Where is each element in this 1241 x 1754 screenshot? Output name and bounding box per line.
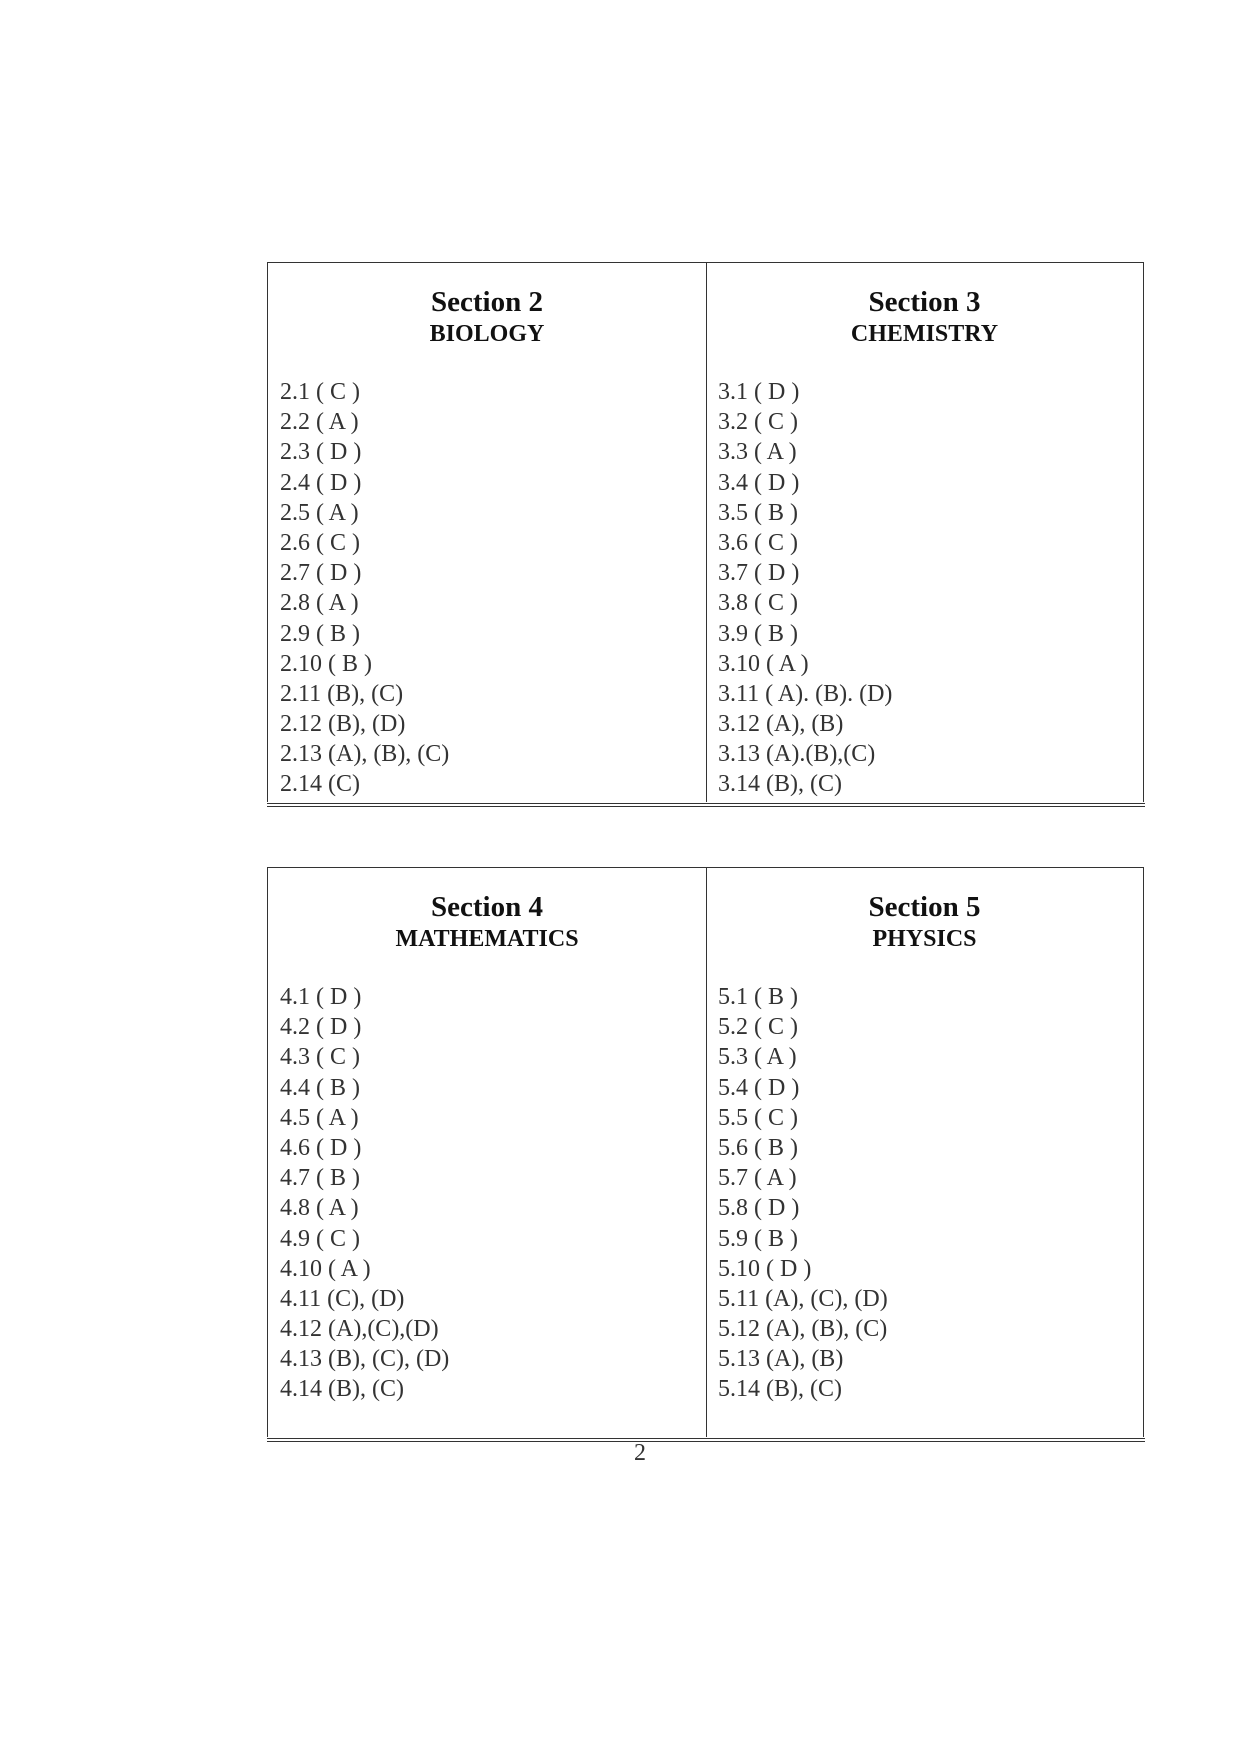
answer-item: 4.4 ( B )	[280, 1074, 360, 1101]
answer-list	[280, 377, 449, 800]
answer-item: 3.11 ( A). (B). (D)	[718, 680, 893, 707]
section-header	[268, 890, 706, 954]
answer-item: 3.5 ( B )	[718, 499, 798, 526]
answer-item: 5.12 (A), (B), (C)	[718, 1316, 888, 1343]
answer-item: 5.4 ( D )	[718, 1074, 800, 1101]
section-subject: PHYSICS	[872, 926, 977, 952]
answer-item: 2.9 ( B )	[280, 620, 360, 647]
answer-list	[718, 982, 888, 1405]
answer-item: 5.8 ( D )	[718, 1195, 800, 1222]
answer-item: 2.1 ( C )	[280, 379, 360, 405]
answer-item: 2.6 ( C )	[280, 529, 360, 556]
answer-item: 2.4 ( D )	[280, 469, 362, 496]
answer-item: 5.7 ( A )	[718, 1165, 797, 1192]
answer-item: 4.13 (B), (C), (D)	[280, 1346, 450, 1373]
answer-item: 2.10 ( B )	[280, 650, 372, 677]
answer-item: 2.7 ( D )	[280, 560, 362, 587]
section-3-column	[706, 263, 1143, 802]
page-number: 2	[634, 1440, 646, 1466]
answer-item: 3.13 (A).(B),(C)	[718, 741, 876, 768]
section-title: Section 3	[868, 286, 981, 318]
answer-item: 4.11 (C), (D)	[280, 1285, 405, 1312]
answer-list	[718, 377, 892, 800]
answer-item: 4.9 ( C )	[280, 1225, 360, 1252]
answer-item: 3.4 ( D )	[718, 469, 800, 496]
answer-item: 3.6 ( C )	[718, 529, 798, 556]
section-title: Section 4	[431, 891, 543, 923]
answer-item: 5.2 ( C )	[718, 1014, 798, 1041]
answer-item: 3.7 ( D )	[718, 560, 800, 587]
answer-item: 2.5 ( A )	[280, 499, 359, 526]
answer-item: 5.13 (A), (B)	[718, 1346, 844, 1373]
answer-item: 4.5 ( A )	[280, 1104, 359, 1131]
section-2-column	[268, 263, 707, 802]
answer-item: 3.14 (B), (C)	[718, 771, 842, 798]
answer-item: 4.7 ( B )	[280, 1165, 360, 1192]
answer-item: 2.3 ( D )	[280, 439, 362, 466]
section-5-column	[706, 868, 1143, 1437]
answer-item: 4.8 ( A )	[280, 1195, 359, 1222]
answer-item: 4.3 ( C )	[280, 1044, 360, 1071]
section-subject: CHEMISTRY	[850, 321, 999, 347]
answer-item: 3.8 ( C )	[718, 590, 798, 617]
answer-item: 4.12 (A),(C),(D)	[280, 1316, 439, 1343]
section-title: Section 5	[868, 891, 981, 923]
answer-item: 5.3 ( A )	[718, 1044, 797, 1071]
answer-item: 4.6 ( D )	[280, 1134, 362, 1161]
answer-list	[280, 982, 449, 1405]
answer-item: 4.10 ( A )	[280, 1255, 371, 1282]
section-header	[706, 285, 1143, 349]
answer-item: 5.1 ( B )	[718, 984, 798, 1010]
answer-item: 5.11 (A), (C), (D)	[718, 1285, 888, 1312]
answer-item: 3.1 ( D )	[718, 379, 800, 405]
answer-item: 3.10 ( A )	[718, 650, 809, 677]
answer-item: 4.1 ( D )	[280, 984, 362, 1010]
answer-item: 3.3 ( A )	[718, 439, 797, 466]
answer-item: 2.11 (B), (C)	[280, 680, 404, 707]
answer-item: 3.9 ( B )	[718, 620, 798, 647]
answer-item: 3.12 (A), (B)	[718, 711, 844, 738]
answer-item: 5.9 ( B )	[718, 1225, 798, 1252]
section-header	[706, 890, 1143, 954]
answer-table-sections-4-5	[267, 867, 1144, 1437]
answer-item: 2.13 (A), (B), (C)	[280, 741, 450, 768]
answer-item: 2.14 (C)	[280, 771, 360, 798]
answer-item: 5.14 (B), (C)	[718, 1376, 842, 1403]
section-subject: MATHEMATICS	[395, 926, 579, 952]
section-subject: BIOLOGY	[429, 321, 545, 347]
answer-item: 2.8 ( A )	[280, 590, 359, 617]
answer-item: 5.6 ( B )	[718, 1134, 798, 1161]
answer-item: 4.14 (B), (C)	[280, 1376, 404, 1403]
answer-item: 4.2 ( D )	[280, 1014, 362, 1041]
answer-item: 2.12 (B), (D)	[280, 711, 406, 738]
section-header	[268, 285, 706, 349]
answer-item: 2.2 ( A )	[280, 409, 359, 436]
answer-item: 3.2 ( C )	[718, 409, 798, 436]
section-4-column	[268, 868, 707, 1437]
section-title: Section 2	[431, 286, 543, 318]
answer-table-sections-2-3	[267, 262, 1144, 802]
answer-item: 5.10 ( D )	[718, 1255, 812, 1282]
answer-item: 5.5 ( C )	[718, 1104, 798, 1131]
